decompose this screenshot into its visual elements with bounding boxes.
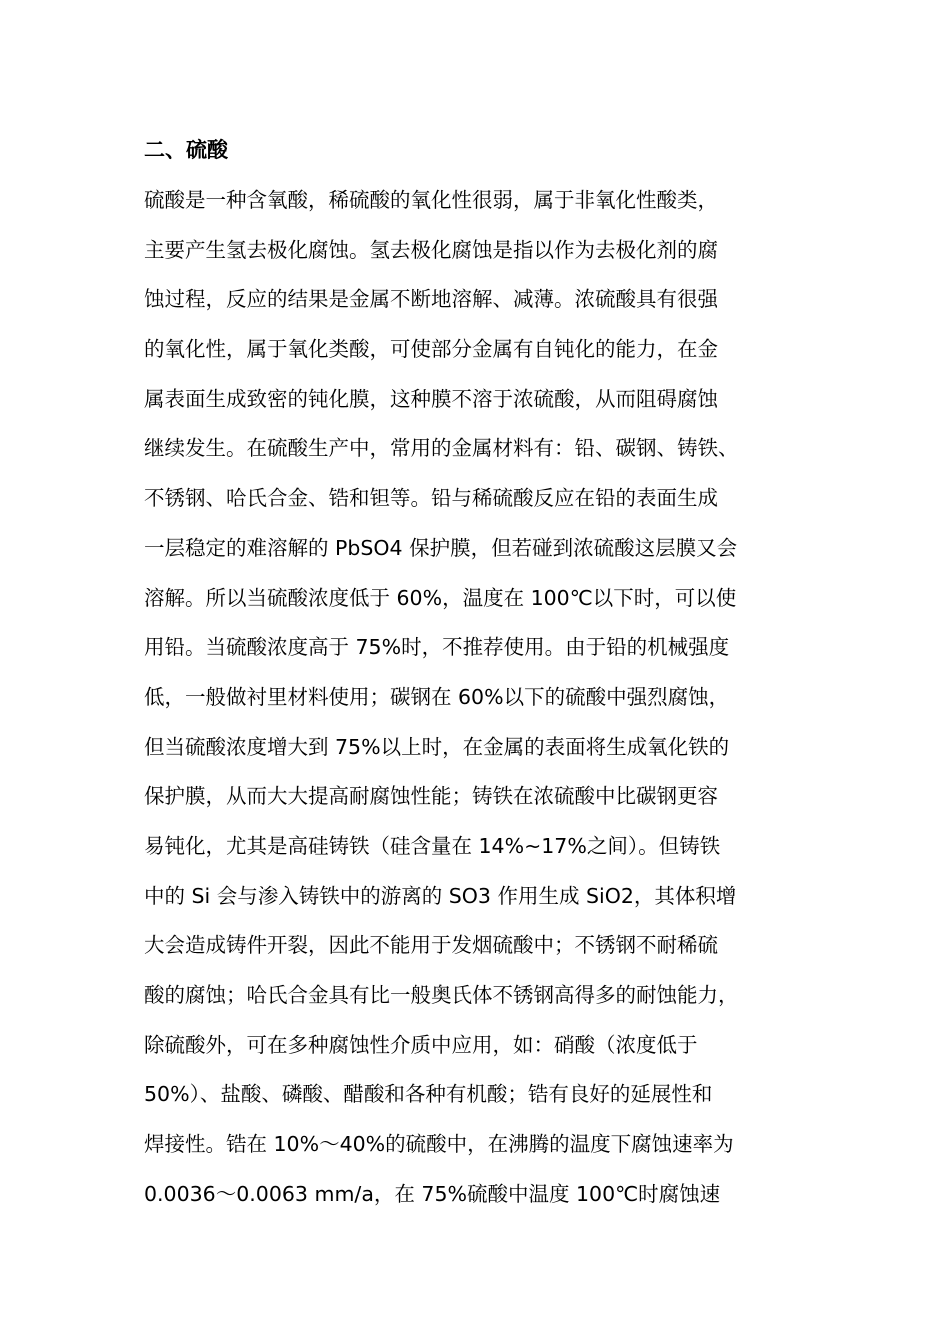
text-line: 50%）、盐酸、磷酸、醋酸和各种有机酸；锆有良好的延展性和 — [144, 1082, 713, 1107]
body-paragraph — [144, 182, 844, 1225]
text-line: 中的 Si 会与渗入铸铁中的游离的 SO3 作用生成 SiO2，其体积增 — [144, 883, 737, 908]
text-line: 溶解。所以当硫酸浓度低于 60%，温度在 100℃以下时，可以使 — [144, 585, 737, 610]
text-line: 焊接性。锆在 10%～40%的硫酸中，在沸腾的温度下腐蚀速率为 — [144, 1132, 734, 1157]
text-line: 易钝化，尤其是高硅铸铁（硅含量在 14%~17%之间）。但铸铁 — [144, 833, 721, 858]
text-line: 属表面生成致密的钝化膜，这种膜不溶于浓硫酸，从而阻碍腐蚀 — [144, 386, 718, 411]
text-line: 低，一般做衬里材料使用；碳钢在 60%以下的硫酸中强烈腐蚀， — [144, 684, 730, 709]
text-line: 保护膜，从而大大提高耐腐蚀性能；铸铁在浓硫酸中比碳钢更容 — [144, 784, 718, 809]
text-line: 主要产生氢去极化腐蚀。氢去极化腐蚀是指以作为去极化剂的腐 — [144, 237, 718, 262]
text-line: 0.0036～0.0063 mm/a，在 75%硫酸中温度 100℃时腐蚀速 — [144, 1181, 721, 1206]
text-line: 硫酸是一种含氧酸，稀硫酸的氧化性很弱，属于非氧化性酸类， — [144, 188, 718, 212]
text-line: 用铅。当硫酸浓度高于 75%时，不推荐使用。由于铅的机械强度 — [144, 635, 730, 660]
section-heading: 二、硫酸 — [144, 138, 228, 162]
text-line: 不锈钢、哈氏合金、锆和钽等。铅与稀硫酸反应在铅的表面生成 — [144, 486, 718, 511]
text-line: 一层稳定的难溶解的 PbSO4 保护膜，但若碰到浓硫酸这层膜又会 — [144, 535, 738, 560]
text-line: 除硫酸外，可在多种腐蚀性介质中应用，如：硝酸（浓度低于 — [144, 1032, 698, 1057]
text-line: 但当硫酸浓度增大到 75%以上时，在金属的表面将生成氧化铁的 — [144, 734, 730, 759]
text-line: 大会造成铸件开裂，因此不能用于发烟硫酸中；不锈钢不耐稀硫 — [144, 933, 718, 958]
text-line: 的氧化性，属于氧化类酸，可使部分金属有自钝化的能力，在金 — [144, 337, 718, 362]
text-line: 蚀过程，反应的结果是金属不断地溶解、减薄。浓硫酸具有很强 — [144, 287, 718, 312]
text-line: 酸的腐蚀；哈氏合金具有比一般奥氏体不锈钢高得多的耐蚀能力， — [144, 983, 739, 1007]
text-line: 继续发生。在硫酸生产中，常用的金属材料有：铅、碳钢、铸铁、 — [144, 436, 739, 461]
